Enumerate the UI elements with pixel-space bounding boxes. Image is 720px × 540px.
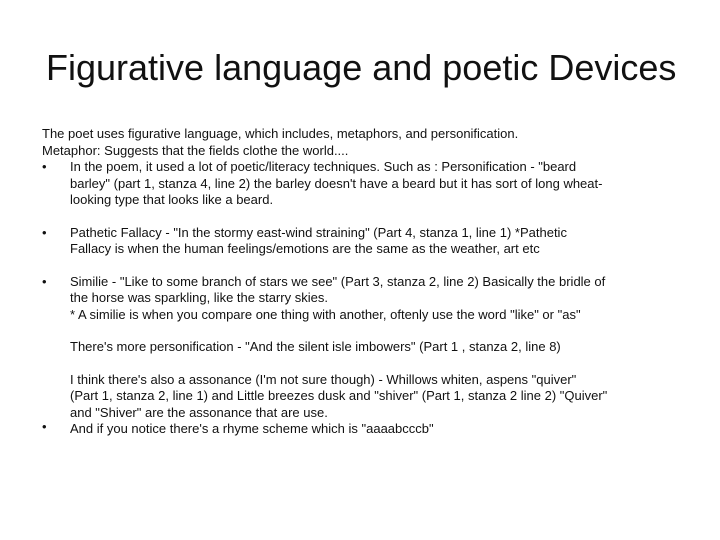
bullet-line: In the poem, it used a lot of poetic/literacy techniques. Such as : Personification - "beard (70, 159, 577, 174)
bullet-line: Pathetic Fallacy - "In the stormy east-wind straining" (Part 4, stanza 1, line 1) *Pathetic (70, 224, 567, 240)
bullet-line: * A similie is when you compare one thing with another, oftenly use the word "like" or "as" (70, 306, 581, 322)
bullet-line: and "Shiver" are the assonance that are use. (70, 404, 328, 420)
bullet-assonance (42, 372, 682, 438)
slide-title: Figurative language and poetic Devices (46, 47, 677, 88)
bullet-dot: • (42, 273, 47, 289)
bullet-line: barley" (part 1, stanza 4, line 2) the barley doesn't have a beard but it has sort of long wheat- (70, 175, 603, 191)
bullet-dot: • (42, 224, 47, 240)
slide-body (42, 126, 682, 438)
bullet-pathetic-fallacy (42, 225, 682, 258)
metaphor-line: Metaphor: Suggests that the fields clothe the world.... (42, 142, 349, 158)
bullet-line: the horse was sparkling, like the starry skies. (70, 290, 328, 305)
bullet-line: And if you notice there's a rhyme scheme which is "aaaabcccb" (70, 421, 434, 436)
intro-text: The poet uses figurative language, which includes, metaphors, and personification. (42, 126, 519, 141)
personification-paragraph: There's more personification - "And the silent isle imbowers" (Part 1 , stanza 2, line 8) (70, 339, 561, 354)
bullet-line: looking type that looks like a beard. (70, 192, 274, 207)
bullet-dot: • (42, 159, 47, 174)
bullet-personification (42, 159, 682, 209)
bullet-line: (Part 1, stanza 2, line 1) and Little breezes dusk and "shiver" (Part 1, stanza 2 line 2) "Quiver" (70, 388, 608, 403)
bullet-line: Similie - "Like to some branch of stars we see" (Part 3, stanza 2, line 2) Basically the bridle of (70, 273, 606, 289)
bullet-similie (42, 274, 682, 324)
bullet-line: Fallacy is when the human feelings/emotions are the same as the weather, art etc (70, 241, 540, 256)
bullet-line: I think there's also a assonance (I'm not sure though) - Whillows whiten, aspens "quiver" (70, 371, 577, 387)
bullet-dot: • (42, 418, 47, 434)
